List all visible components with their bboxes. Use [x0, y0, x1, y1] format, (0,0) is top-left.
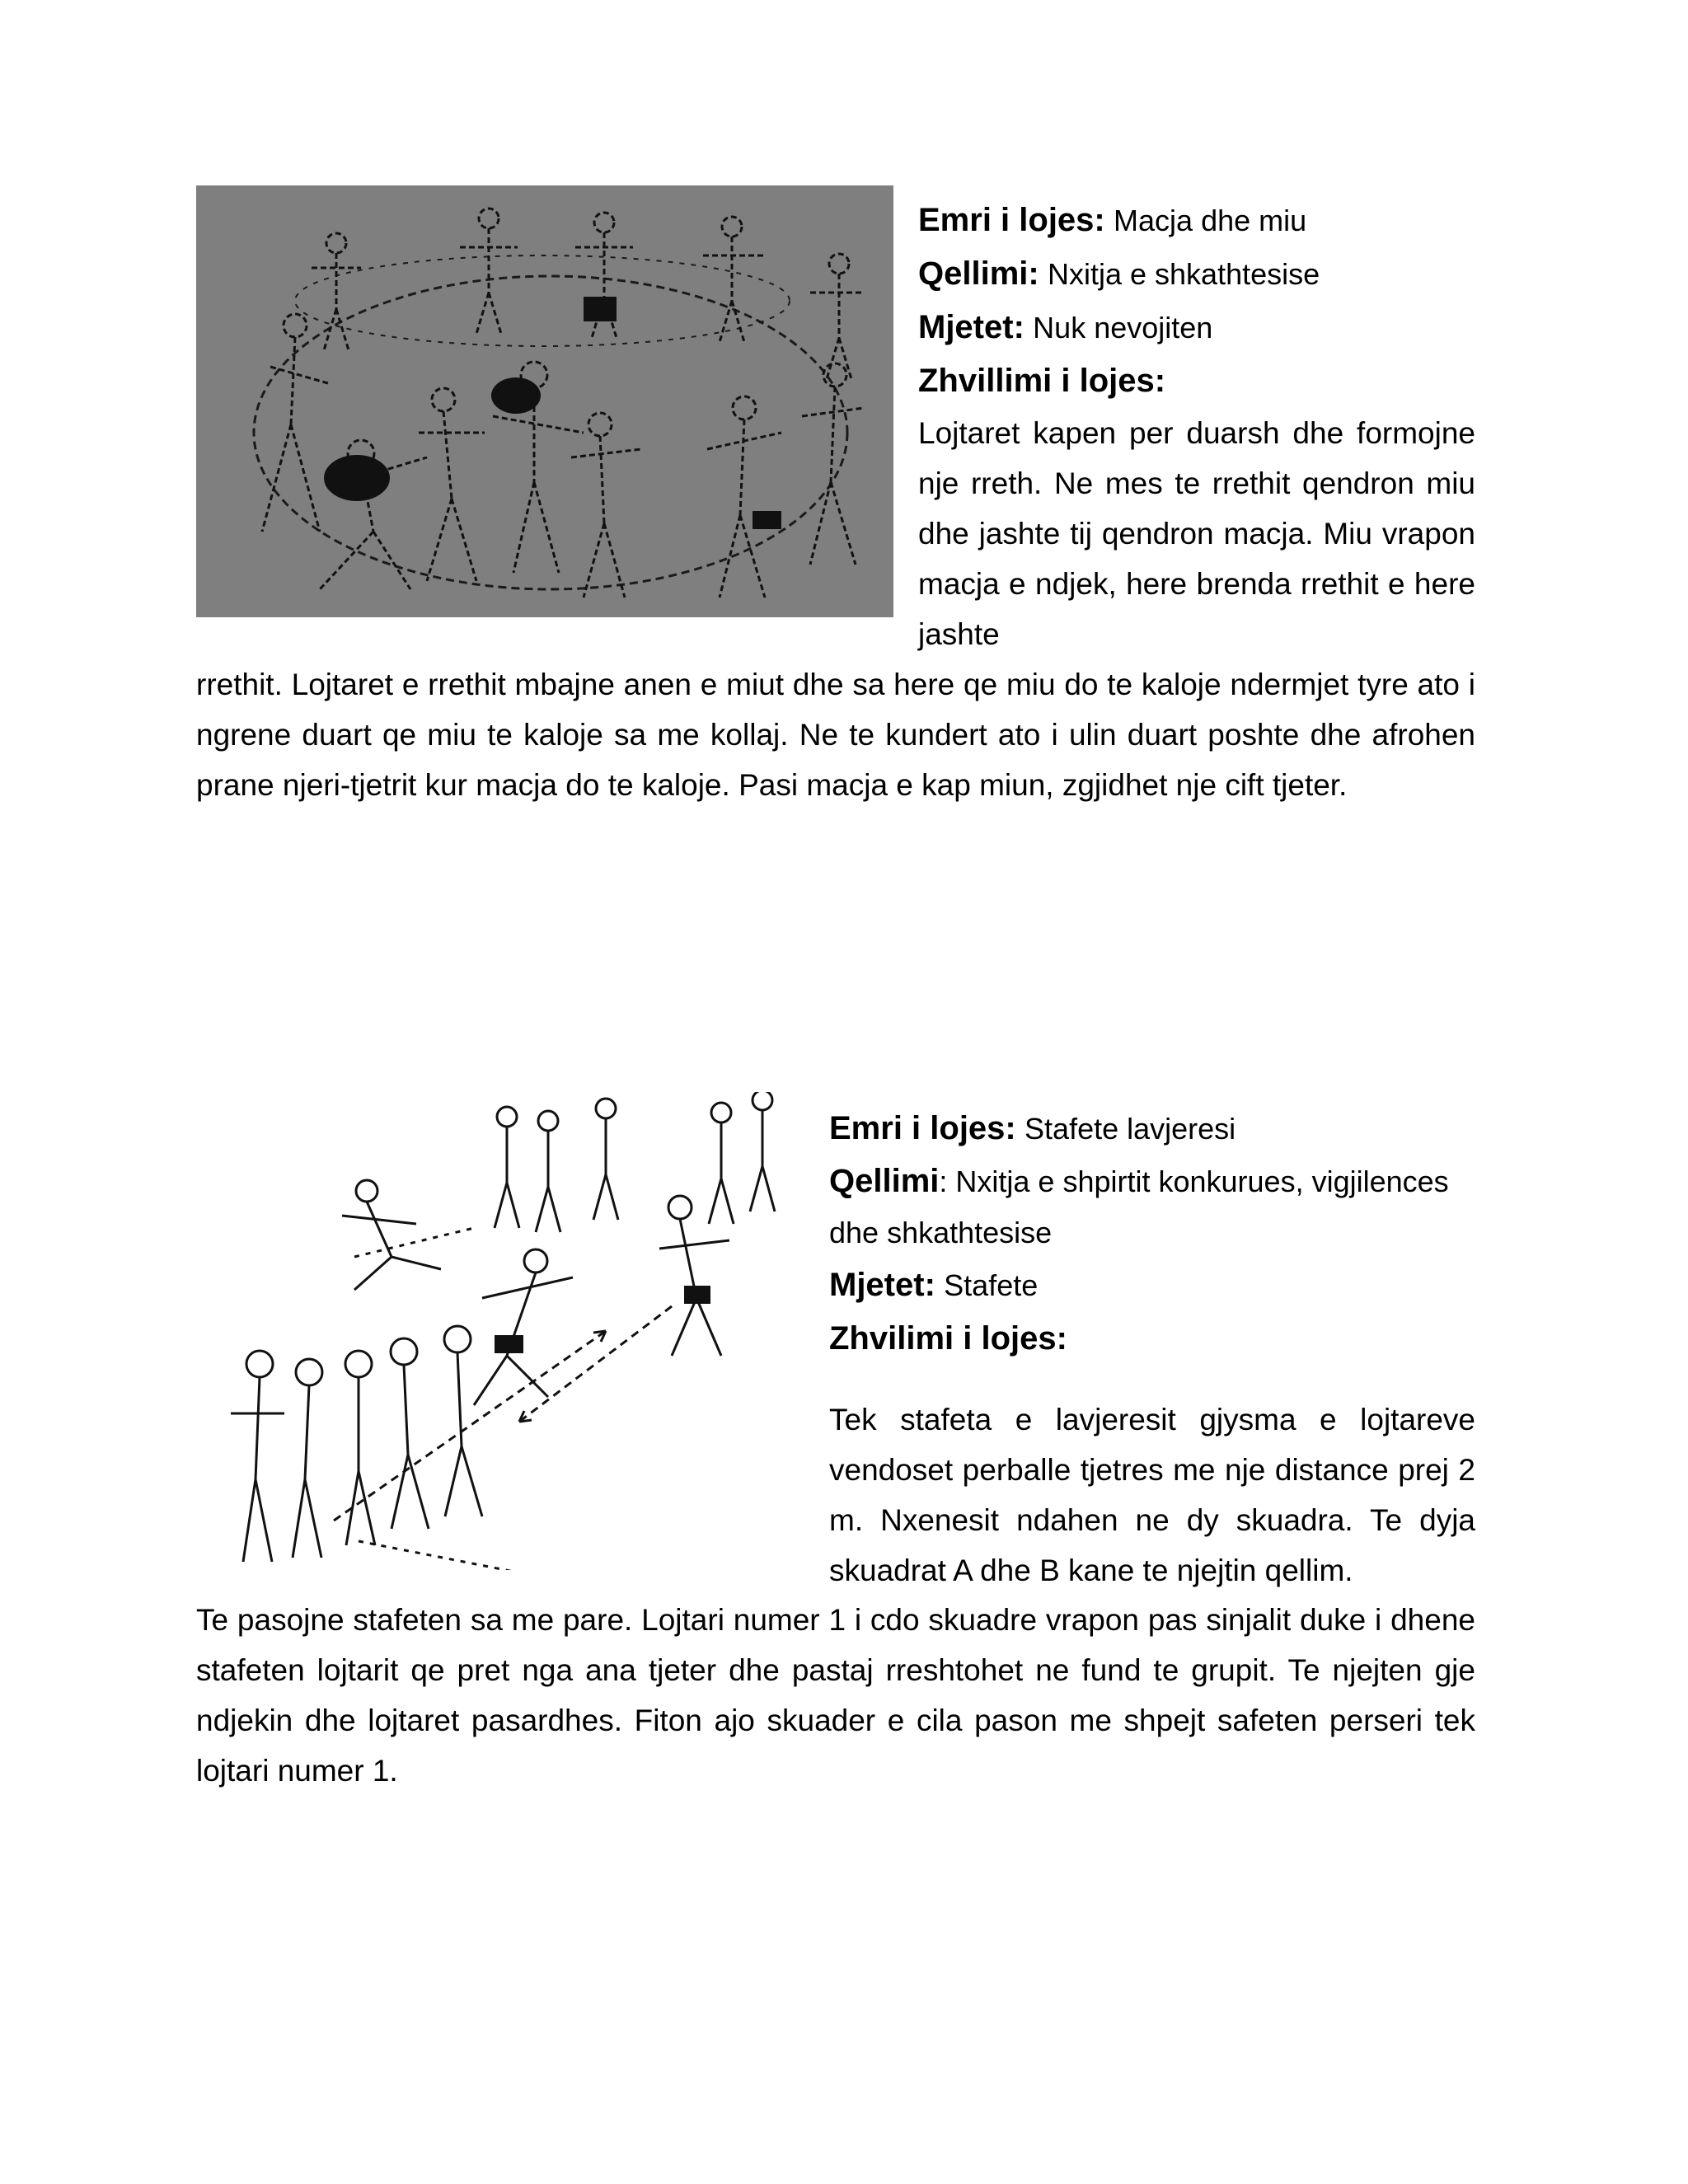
game1-goal-label: Qellimi: [918, 255, 1039, 292]
game1-description-right: Lojtaret kapen per duarsh dhe formojne nje rreth. Ne mes te rrethit qendron miu dhe jashte tij qendron macja. Miu vrapon macja e ndjek, here brenda rrethit e here jashte [918, 416, 1475, 651]
game1-tools-row [918, 301, 1475, 354]
game2-name-label: Emri i lojes: [829, 1110, 1016, 1146]
game1-development-row [918, 354, 1475, 408]
game1-description-full: rrethit. Lojtaret e rrethit mbajne anen e miut dhe sa here qe miu do te kaloje ndermjet tyre ato i ngrene duart qe miu te kaloje sa me kollaj. Ne te kundert ato i ulin duart poshte dhe afrohen prane njeri-tjetrit kur macja do te kaloje. Pasi macja e kap miun, zgjidhet nje cift tjeter. [196, 668, 1475, 802]
game1-development-label: Zhvillimi i lojes: [918, 363, 1166, 399]
game2-tools-row [829, 1258, 1475, 1312]
game2-info [829, 1102, 1475, 1366]
circle-game-illustration [196, 185, 893, 617]
game2-tools-value: Stafete [944, 1268, 1039, 1302]
game1-name-row [918, 194, 1475, 247]
game2-name-value: Stafete lavjeresi [1025, 1112, 1236, 1146]
game2-tools-label: Mjetet: [829, 1267, 935, 1303]
game2-name-row [829, 1102, 1475, 1155]
game2-goal-label: Qellimi [829, 1163, 940, 1199]
game1-goal-value: Nxitja e shkathtesise [1047, 257, 1320, 291]
game1-tools-value: Nuk nevojiten [1033, 311, 1213, 344]
circle-game-drawing [196, 185, 893, 617]
game2-description-right: Tek stafeta e lavjeresit gjysma e lojtareve vendoset perballe tjetres me nje distance prej 2 m. Nxenesit ndahen ne dy skuadra. Te dyja skuadrat A dhe B kane te njejtin qellim. [829, 1403, 1475, 1587]
game1-name-label: Emri i lojes: [918, 202, 1105, 238]
game1-name-value: Macja dhe miu [1114, 204, 1307, 237]
game1-goal-row [918, 247, 1475, 301]
game1-tools-label: Mjetet: [918, 309, 1025, 345]
game2-development-label: Zhvilimi i lojes: [829, 1320, 1067, 1357]
relay-race-illustration [210, 1092, 795, 1570]
game2-development-row [829, 1312, 1475, 1366]
game2-description-full: Te pasojne stafeten sa me pare. Lojtari numer 1 i cdo skuadre vrapon pas sinjalit duke i dhene stafeten lojtarit qe pret nga ana tjeter dhe pastaj rreshtohet ne fund te grupit. Te njejten gje ndjekin dhe lojtaret pasardhes. Fiton ajo skuader e cila pason me shpejt safeten perseri tek lojtari numer 1. [196, 1603, 1475, 1788]
game1-info [918, 194, 1475, 408]
relay-race-drawing [210, 1092, 795, 1570]
game2-goal-value: : Nxitja e shpirtit konkurues, vigjilences dhe shkathtesise [829, 1165, 1449, 1249]
game2-goal-row [829, 1155, 1475, 1258]
